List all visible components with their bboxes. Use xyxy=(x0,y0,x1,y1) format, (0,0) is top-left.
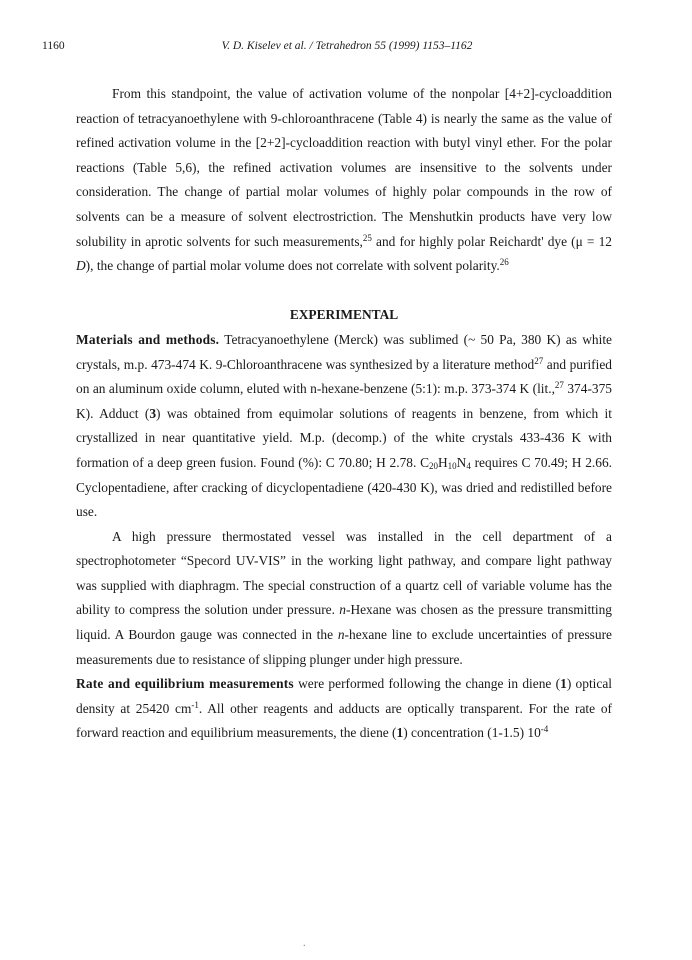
text-span: -Hexane was chosen as the pressure transmitting liquid. A Bourdon gauge was connected in the xyxy=(76,602,612,643)
italic-n: n xyxy=(337,627,345,643)
exponent: -4 xyxy=(540,724,549,735)
compound-number: 1 xyxy=(560,676,567,692)
text-span: ) optical density at 25420 cm xyxy=(76,676,612,716)
text-span: ) concentration (1-1.5) 10 xyxy=(403,725,541,741)
text-span: ), the change of partial molar volume does not correlate with solvent polarity. xyxy=(85,258,500,274)
text-span: and for highly polar Reichardt' dye (μ = 12 xyxy=(371,233,612,249)
run-in-heading-materials: Materials and methods. xyxy=(76,331,220,347)
formula-subscript: 4 xyxy=(466,460,471,471)
text-span: A high pressure thermostated vessel was installed in the cell department of a spectrophotometer “Specord UV-VIS” in the working light pathway, and compare light pathway was supplied with diaphragm. The special construction of a quartz cell of variable volume has the ability to compress the solution under pressure. xyxy=(76,528,612,618)
formula-element: H xyxy=(438,454,448,470)
formula-element: N xyxy=(456,454,467,470)
section-title: EXPERIMENTAL xyxy=(289,307,399,323)
text-span: were performed following the change in diene ( xyxy=(293,676,561,692)
exponent: -1 xyxy=(191,699,199,710)
running-head: V. D. Kiselev et al. / Tetrahedron 55 (1999) 1153–1162 xyxy=(221,40,473,52)
run-in-heading-rate: Rate and equilibrium measurements xyxy=(76,676,294,692)
footer-mark: . xyxy=(303,938,306,949)
text-span: ) was obtained from equimolar solutions of reagents in benzene, from which it crystallized in near quantitative yield. M.p. (decomp.) of the white crystals 433-436 K with formation of a deep green fusion. Found (%): C 70.80; H 2.78. C xyxy=(76,405,612,470)
text-span: 374-375 K). Adduct ( xyxy=(76,381,612,421)
text-span: and purified on an aluminum oxide column, eluted with n-hexane-benzene (5:1): m.p. 373-374 K (lit., xyxy=(76,356,612,397)
text-span: requires C 70.49; H 2.66. Cyclopentadiene, after cracking of dicyclopentadiene (420-430 K), was dried and redistilled before use. xyxy=(76,454,612,520)
formula-subscript: 20 xyxy=(429,460,438,471)
paragraph-materials xyxy=(76,328,612,525)
body-text xyxy=(76,82,612,746)
text-span: Tetracyanoethylene (Merck) was sublimed (~ 50 Pa, 380 K) as white crystals, m.p. 473-474 K. 9-Chloroanthracene was synthesized by a literature method xyxy=(76,331,613,372)
citation-26: 26 xyxy=(499,257,509,268)
citation-25: 25 xyxy=(362,232,372,243)
page-number: 1160 xyxy=(42,40,65,52)
text-span: -hexane line to exclude uncertainties of pressure measurements due to resistance of slipping plunger under high pressure. xyxy=(76,627,612,667)
citation-27: 27 xyxy=(534,355,544,366)
page-header xyxy=(42,40,652,56)
citation-27: 27 xyxy=(554,380,564,391)
unit-debye: D xyxy=(76,258,86,274)
italic-n: n xyxy=(339,602,346,618)
paragraph-apparatus xyxy=(76,525,612,673)
compound-number: 3 xyxy=(149,405,157,421)
paragraph-activation-volume xyxy=(76,82,612,279)
compound-number: 1 xyxy=(396,725,404,741)
text-span: From this standpoint, the value of activation volume of the nonpolar [4+2]-cycloaddition reaction of tetracyanoethylene with 9-chloroanthracene (Table 4) is nearly the same as the value of refined activation volume in the [2+2]-cycloaddition reaction with butyl vinyl ether. For the polar reactions (Table 5,6), the refined activation volumes are insensitive to the solvents under consideration. The change of partial molar volumes of highly polar compounds in the row of solvents can be a measure of solvent electrostriction. The Menshutkin products have very low solubility in aprotic solvents for such measurements, xyxy=(76,86,612,249)
formula-subscript: 10 xyxy=(447,460,457,471)
text-span: . All other reagents and adducts are optically transparent. For the rate of forward reaction and equilibrium measurements, the diene ( xyxy=(76,700,612,741)
paragraph-rate-measurements xyxy=(76,672,612,746)
